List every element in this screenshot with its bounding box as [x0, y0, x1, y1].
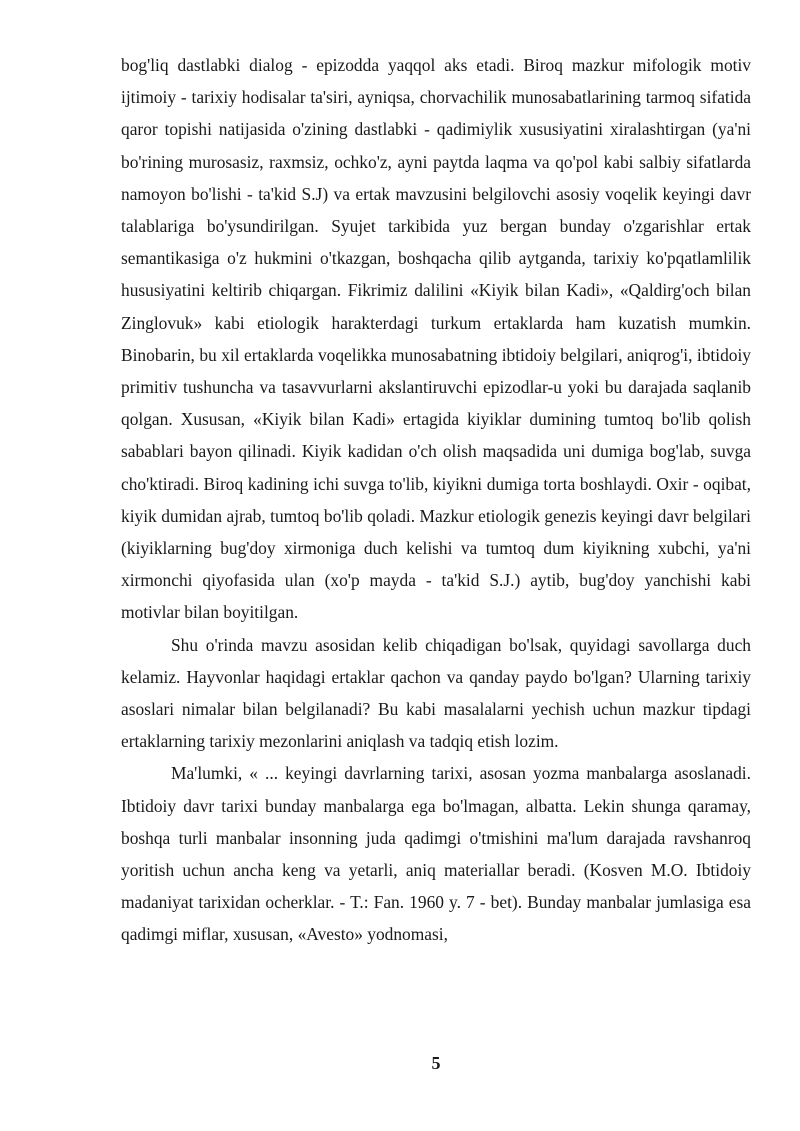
document-page — [121, 49, 751, 951]
paragraph-2: Shu o'rinda mavzu asosidan kelib chiqadigan bo'lsak, quyidagi savollarga duch kelamiz. Hayvonlar haqidagi ertaklar qachon va qanday paydo bo'lgan? Ularning tarixiy asoslari nimalar bilan belgilanadi? Bu kabi masalalarni yechish uchun mazkur tipdagi ertaklarning tarixiy mezonlarini aniqlash va tadqiq etish lozim. — [121, 634, 751, 752]
page-number: 5 — [431, 1053, 441, 1073]
paragraph-3: Ma'lumki, « ... keyingi davrlarning tarixi, asosan yozma manbalarga asoslanadi. Ibtidoiy davr tarixi bunday manbalarga ega bo'lmagan, albatta. Lekin shunga qaramay, boshqa turli manbalar insonning juda qadimgi o'tmishini ma'lum darajada ravshanroq yoritish uchun ancha keng va yetarli, aniq materiallar beradi. (Kosven M.O. Ibtidoiy madaniyat tarixidan ocherklar. - T.: Fan. 1960 y. 7 - bet). Bunday manbalar jumlasiga esa qadimgi miflar, xususan, «Avesto» yodnomasi, — [121, 763, 751, 945]
paragraph-1: bog'liq dastlabki dialog - epizodda yaqqol aks etadi. Biroq mazkur mifologik motiv ijtimoiy - tarixiy hodisalar ta'siri, ayniqsa, chorvachilik munosabatlarining tarmoq sifatida qaror topishi natijasida o'zining dastlabki - qadimiylik xususiyatini xiralashtirgan (ya'ni bo'rining murosasiz, raxmsiz, ochko'z, ayni paytda laqma va qo'pol kabi salbiy sifatlarda namoyon bo'lishi - ta'kid S.J) va ertak mavzusini belgilovchi asosiy voqelik keyingi davr talablariga bo'ysundirilgan. Syujet tarkibida yuz bergan bunday o'zgarishlar ertak semantikasiga o'z hukmini o'tkazgan, boshqacha qilib aytganda, tarixiy ko'pqatlamlilik hususiyatini keltirib chiqargan. Fikrimiz dalilini «Kiyik bilan Kadi», «Qaldirg'och bilan Zinglovuk» kabi etiologik harakterdagi turkum ertaklarda ham kuzatish mumkin. Binobarin, bu xil ertaklarda voqelikka munosabatning ibtidoiy belgilari, aniqrog'i, ibtidoiy primitiv tushuncha va tasavvurlarni akslantiruvchi epizodlar-u yoki bu darajada saqlanib qolgan. Xususan, «Kiyik bilan Kadi» ertagida kiyiklar dumining tumtoq bo'lib qolish sabablari bayon qilinadi. Kiyik kadidan o'ch olish maqsadida uni dumiga bog'lab, suvga cho'ktiradi. Biroq kadining ichi suvga to'lib, kiyikni dumiga torta boshlaydi. Oxir - oqibat, kiyik dumidan ajrab, tumtoq bo'lib qoladi. Mazkur etiologik genezis keyingi davr belgilari (kiyiklarning bug'doy xirmoniga duch kelishi va tumtoq dum kiyikning xubchi, ya'ni xirmonchi qiyofasida ulan (xo'p mayda - ta'kid S.J.) aytib, bug'doy yanchishi kabi motivlar bilan boyitilgan. — [121, 55, 751, 623]
